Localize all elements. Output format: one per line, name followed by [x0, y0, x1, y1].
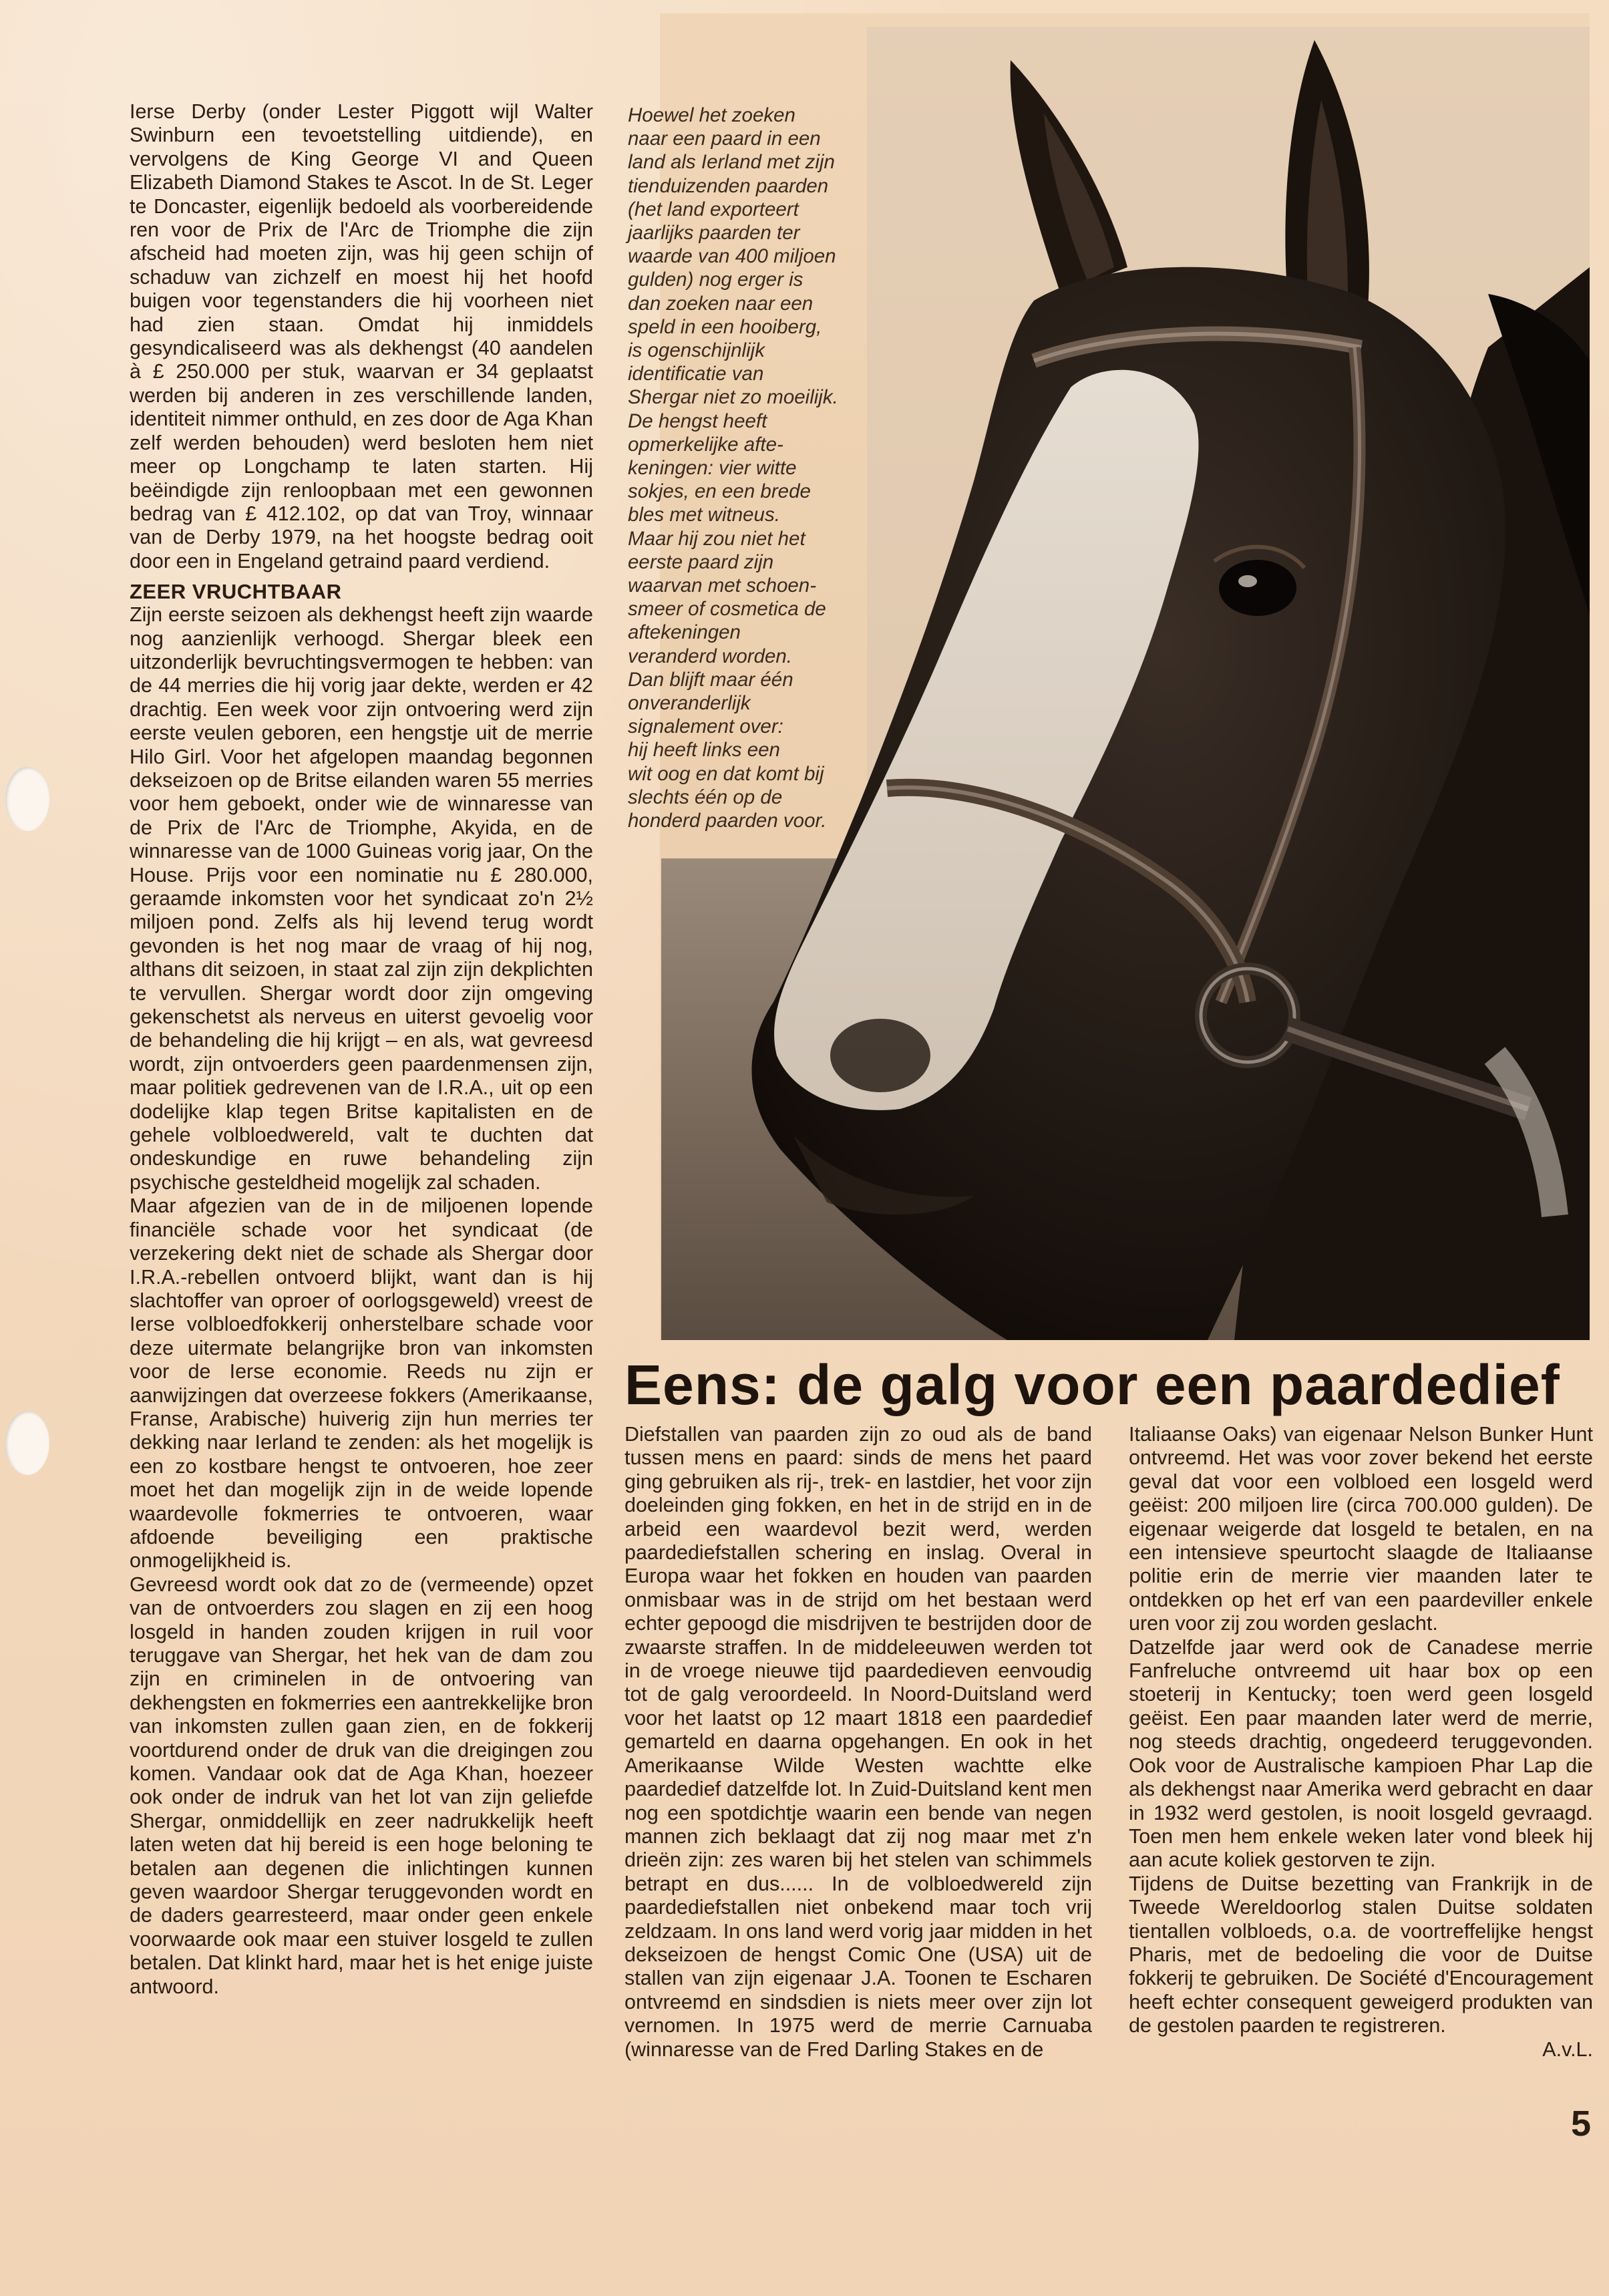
sidebar-line: (het land exporteert [628, 198, 799, 220]
sidebar-line: waarvan met schoen- [628, 575, 817, 597]
article-column-middle [624, 1423, 1092, 2062]
paragraph: Zijn eerste seizoen als dekhengst heeft zijn waarde nog aanzienlijk verhoogd. Shergar bleek een uitzonderlijk bevruchtingsvermogen te hebben: van de 44 merries die hij vorig jaar dekte, werden er 42 drachtig. Een week voor zijn ontvoering werd zijn eerste veulen geboren, een hengstje uit de merrie Hilo Girl. Voor het afgelopen maandag begonnen dekseizoen op de Britse eilanden waren 55 merries voor hem geboekt, onder wie de winnaresse van de Prix de l'Arc de Triomphe, Akyida, en de winnaresse van de 1000 Guineas vorig jaar, On the House. Prijs voor een nominatie nu £ 280.000, geraamde inkomsten voor het syndicaat zo'n 2½ miljoen pond. Zelfs als hij levend terug wordt gevonden is het nog maar de vraag of hij nog, althans dit seizoen, in staat zal zijn zijn dekplichten te vervullen. Shergar wordt door zijn omgeving gekenschetst als nerveus en uiterst gevoelig voor de behandeling die hij krijgt – en als, wat gevreesd wordt, zijn ontvoerders geen paardenmensen zijn, maar politiek gedrevenen van de I.R.A., uit op een dodelijke klap tegen Britse kapitalisten en de gehele volbloedwereld, valt te duchten dat ondeskundige en ruwe behandeling zijn psychische gesteldheid mogelijk zal schaden. [130, 603, 593, 1194]
sidebar-line: jaarlijks paarden ter [628, 222, 800, 244]
paragraph: Ierse Derby (onder Lester Piggott wijl Walter Swinburn een tevoetstelling uitdiende), en vervolgens de King George VI and Queen Elizabeth Diamond Stakes te Ascot. In de St. Leger te Doncaster, eigenlijk bedoeld als voorbereidende ren voor de Prix de l'Arc de Triomphe die zijn afscheid had moeten zijn, was hij geen schijn of schaduw van zichzelf en moest hij het hoofd buigen voor tegenstanders die hij voorheen niet had zien staan. Omdat hij inmiddels gesyndicaliseerd was als dekhengst (40 aandelen à £ 250.000 per stuk, waarvan er 34 geplaatst werden bij anderen in zes verschillende landen, identiteit nimmer onthuld, en zes door de Aga Khan zelf werden behouden) werd besloten hem niet meer op Longchamp te laten starten. Hij beëindigde zijn renloopbaan met een gewonnen bedrag van £ 412.102, op dat van Troy, winnaar van de Derby 1979, na het hoogste bedrag ooit door een in Engeland getraind paard verdiend. [130, 100, 593, 572]
sidebar-line: honderd paarden voor. [628, 810, 827, 832]
paragraph: Datzelfde jaar werd ook de Canadese merrie Fanfreluche ontvreemd uit haar box op een stoeterij in Kentucky; toen werd geen losgeld geëist. Een paar maanden later werd de merrie, nog steeds drachtig, ongedeerd teruggevonden. Ook voor de Australische kampioen Phar Lap die als dekhengst naar Amerika werd gebracht en daar in 1932 werd gestolen, is nooit losgeld gevraagd. Toen men hem enkele weken later vond bleek hij aan acute koliek gestorven te zijn. [1129, 1635, 1593, 1872]
sidebar-line: wit oog en dat komt bij [628, 762, 824, 785]
sidebar-line: keningen: vier witte [628, 457, 797, 480]
sidebar-line: veranderd worden. [628, 645, 792, 667]
sidebar-line: gulden) nog erger is [628, 269, 803, 291]
sidebar-line: is ogenschijnlijk [628, 339, 765, 362]
sidebar-line: dan zoeken naar een [628, 292, 814, 315]
sidebar-line: land als Ierland met zijn [628, 151, 835, 174]
article-column-right [1129, 1423, 1593, 2062]
sidebar-line: opmerkelijke afte- [628, 433, 783, 456]
sidebar-line: eerste paard zijn [628, 550, 774, 573]
author-signature: A.v.L. [1542, 2037, 1593, 2061]
sidebar-line: De hengst heeft [628, 409, 767, 432]
sidebar-line: Hoewel het zoeken [628, 104, 795, 126]
sidebar-line: onveranderlijk [628, 692, 751, 715]
sidebar-line: smeer of cosmetica de [628, 598, 826, 621]
sidebar-line: bles met witneus. [628, 504, 780, 526]
sidebar-line: identificatie van [628, 363, 764, 385]
sidebar-line: hij heeft links een [628, 739, 780, 762]
sidebar-line: Shergar niet zo moeilijk. [628, 386, 838, 409]
paragraph: Italiaanse Oaks) van eigenaar Nelson Bunker Hunt ontvreemd. Het was voor zover bekend het eerste geval dat voor een volbloed een losgeld werd geëist: 200 miljoen lire (circa 700.000 gulden). De eigenaar weigerde dat losgeld te betalen, en na een intensieve speurtocht slaagde de Italiaanse politie erin de merrie vier maanden later te ontdekken op het erf van een paardeviller enkele uren voor zij zou worden geslacht. [1129, 1423, 1593, 1635]
paragraph: Gevreesd wordt ook dat zo de (vermeende) opzet van de ontvoerders zou slagen en zij een hoog losgeld in handen zouden krijgen in ruil voor teruggave van Shergar, het hek van de dam zou zijn en criminelen in de ontvoering van dekhengsten en fokmerries een aantrekkelijke bron van inkomsten zullen gaan zien, en de fokkerij voortdurend onder de druk van die dreigingen zou komen. Vandaar ook dat de Aga Khan, hoezeer ook onder de indruk van het lot van zijn geliefde Shergar, onmiddellijk en zeer nadrukkelijk heeft laten weten dat hij bereid is een hoge beloning te betalen aan degenen die inlichtingen kunnen geven waardoor Shergar teruggevonden wordt en de daders gearresteerd, maar onder geen enkele voorwaarde ook maar een stuiver losgeld te zullen betalen. Dat klinkt hard, maar het is het enige juiste antwoord. [130, 1573, 593, 1998]
paragraph: Tijdens de Duitse bezetting van Frankrijk in de Tweede Wereldoorlog stalen Duitse soldaten tientallen volbloeds, o.a. de voortreffelijke hengst Pharis, met de bedoeling die voor de Duitse fokkerij te gebruiken. De Société d'Encouragement heeft echter consequent geweigerd produkten van de gestolen paarden te registreren. [1129, 1872, 1593, 2037]
paragraph: Maar afgezien van de in de miljoenen lopende financiële schade voor het syndicaat (de verzekering dekt niet de schade als Shergar door I.R.A.-rebellen ontvoerd blijkt, want dan is hij slachtoffer van oproer of oorlogsgeweld) vreest de Ierse volbloedfokkerij onherstelbare schade voor deze uitermate belangrijke bron van inkomsten voor de Ierse economie. Reeds nu zijn er aanwijzingen dat overzeese fokkers (Amerikaanse, Franse, Arabische) huiverig zijn hun merries ter dekking naar Ierland te zenden: als het mogelijk is een zo kostbare hengst te ontvoeren, hoe zeer moet het dan mogelijk zijn in de weide lopende waardevolle fokmerries te ontvoeren, waar afdoende beveiliging een praktische onmogelijkheid is. [130, 1194, 593, 1573]
sidebar-line: Maar hij zou niet het [628, 527, 806, 550]
paragraph: Diefstallen van paarden zijn zo oud als de band tussen mens en paard: sinds de mens het paard ging gebruiken als rij-, trek- en lastdier, het voor zijn doeleinden ging fokken, en het in de strijd en in de arbeid een waardevol bezit werd, werden paardediefstallen schering en inslag. Overal in Europa waar het fokken en houden van paarden onmisbaar was in de strijd om het bestaan werd echter gepoogd die misdrijven te bestrijden door de zwaarste straffen. In de middeleeuwen werden tot in de vroege nieuwe tijd paardedieven eenvoudig tot de galg veroordeeld. In Noord-Duitsland werd voor het laatst op 12 maart 1818 een paardedief gemarteld en daarna opgehangen. En ook in het Amerikaanse Wilde Westen wachtte elke paardedief datzelfde lot. In Zuid-Duitsland kent men nog een spotdichtje waarin een bende van negen mannen zich beklaagt dat zij nog maar met z'n drieën zijn: zes waren bij het stelen van schimmels betrapt en dus...... In de volbloedwereld zijn paardediefstallen niet onbekend maar toch vrij zeldzaam. In ons land werd vorig jaar midden in het dekseizoen de hengst Comic One (USA) uit de stallen van zijn eigenaar J.A. Toonen te Escharen ontvreemd en sindsdien is niets meer over zijn lot vernomen. In 1975 werd de merrie Carnuaba (winnaresse van de Fred Darling Stakes en de [624, 1423, 1092, 2061]
caption-sidebar [628, 104, 868, 832]
sidebar-line: slechts één op de [628, 786, 783, 808]
binder-hole-top [5, 767, 49, 831]
sidebar-line: aftekeningen [628, 621, 741, 644]
section-heading: ZEER VRUCHTBAAR [130, 580, 342, 604]
page-number: 5 [1571, 2104, 1592, 2144]
sidebar-line: naar een paard in een [628, 128, 821, 150]
article-column-left [130, 100, 593, 1999]
sidebar-line: Dan blijft maar één [628, 668, 793, 691]
sidebar-line: waarde van 400 miljoen [628, 245, 836, 268]
sidebar-line: tienduizenden paarden [628, 174, 829, 197]
article-headline: Eens: de galg voor een paardedief [624, 1353, 1560, 1416]
sidebar-line: signalement over: [628, 715, 783, 738]
binder-hole-bottom [5, 1411, 49, 1475]
sidebar-line: sokjes, en een brede [628, 480, 811, 503]
sidebar-line: speld in een hooiberg, [628, 315, 822, 338]
